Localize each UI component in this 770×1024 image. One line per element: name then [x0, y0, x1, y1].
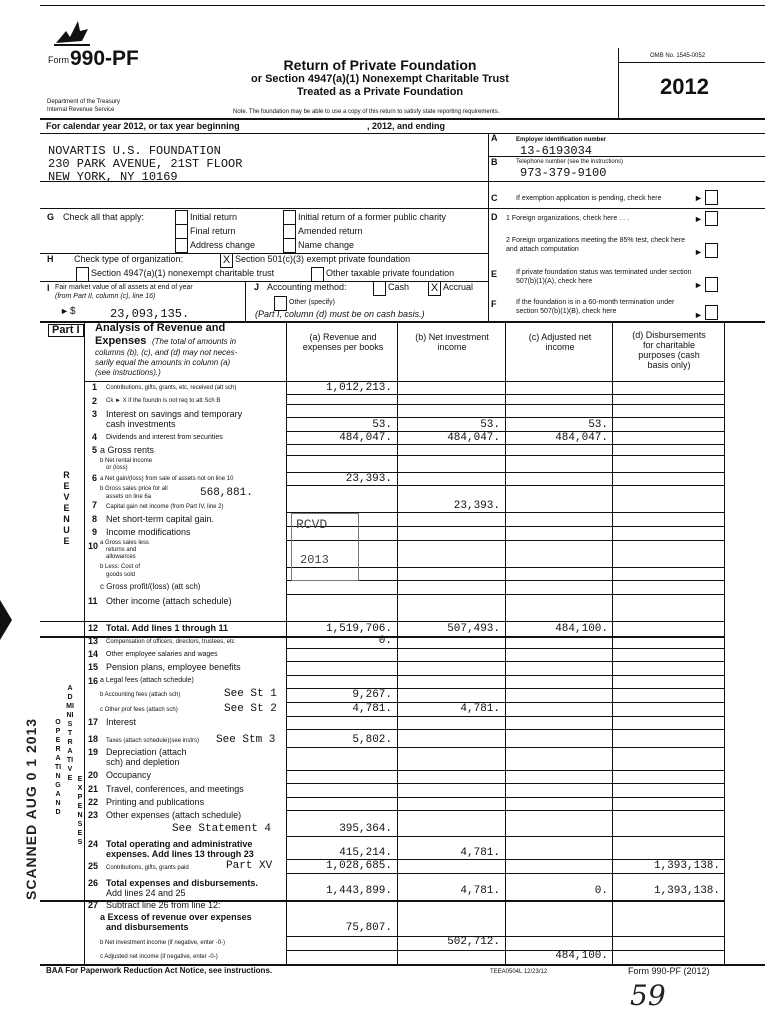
line13-desc: Compensation of officers, directors, trustees, etc — [106, 639, 235, 645]
line7-desc: Capital gain net income (from Part IV, line 2) — [106, 504, 224, 510]
other-taxable-checkbox[interactable] — [311, 267, 324, 282]
status-terminated-label: If private foundation status was terminated under section 507(b)(1)(A), check here — [516, 269, 692, 285]
amended-return-checkbox[interactable] — [283, 224, 296, 239]
org-name: NOVARTIS U.S. FOUNDATION — [48, 144, 221, 158]
line20-desc: Occupancy — [106, 770, 152, 780]
foreign-85-label: 2 Foreign organizations meeting the 85% test, check here and attach computation — [506, 237, 685, 253]
line26-col-a: 1,443,899. — [325, 885, 392, 897]
line16b-col-a: 9,267. — [352, 689, 392, 701]
ein-value: 13-6193034 — [520, 144, 593, 158]
org-address: 230 PARK AVENUE, 21ST FLOOR — [48, 157, 243, 171]
handwritten-page-number: 59 — [630, 979, 666, 1012]
line6a-desc: a Net gain/(loss) from sale of assets not on line 10 — [100, 476, 234, 482]
tax-year: 2012 — [660, 74, 709, 99]
line18-ref: See Stm 3 — [216, 734, 276, 746]
line24-desc: Total operating and administrative — [106, 839, 253, 849]
line9-desc: Income modifications — [106, 527, 191, 537]
line27b-desc: b Net investment income (if negative, enter -0-) — [100, 940, 226, 946]
line24-col-b: 4,781. — [460, 847, 500, 859]
line4-col-a: 484,047. — [339, 432, 392, 444]
line22-desc: Printing and publications — [106, 797, 205, 807]
line1-desc: Contributions, gifts, grants, etc, received (att sch) — [106, 385, 237, 391]
expenses-side-label: EXPENSES — [77, 776, 83, 846]
line7-col-b: 23,393. — [453, 500, 500, 512]
arrow-icon: ► — [694, 214, 703, 224]
line5a-desc: a Gross rents — [100, 445, 155, 455]
line5b-desc: b Net rental income — [100, 458, 153, 464]
status-terminated-checkbox[interactable] — [705, 277, 718, 292]
exemption-pending-label: If exemption application is pending, check here — [516, 195, 662, 202]
line25-ref: Part XV — [226, 860, 273, 872]
received-stamp — [291, 513, 359, 581]
line26-col-c: 0. — [594, 885, 608, 897]
line2-desc: Ck ► X if the foundn is not req to att Sch B — [106, 398, 221, 404]
address-change-checkbox[interactable] — [175, 238, 188, 253]
line26-col-d: 1,393,138. — [653, 885, 720, 897]
received-stamp-text: RCVD — [296, 517, 328, 532]
line23-desc: Other expenses (attach schedule) — [106, 810, 242, 820]
form-word: Form — [48, 55, 69, 65]
baa-notice: BAA For Paperwork Reduction Act Notice, see instructions. — [46, 966, 273, 975]
line26-desc: Total expenses and disbursements. — [106, 878, 258, 888]
line4-col-b: 484,047. — [447, 432, 500, 444]
line16c-col-a: 4,781. — [352, 703, 392, 715]
form-subtitle2: Treated as a Private Foundation — [296, 86, 464, 98]
line16c-col-b: 4,781. — [460, 703, 500, 715]
arrow-icon: ► — [694, 280, 703, 290]
section-501c3-checkbox[interactable]: X — [220, 253, 233, 268]
line12-col-a: 1,519,706. — [325, 623, 392, 635]
line18-col-a: 5,802. — [352, 734, 392, 746]
line6b-desc: b Gross sales price for all — [100, 486, 168, 492]
arrow-icon: ► — [694, 310, 703, 320]
scanned-stamp: SCANNED AUG 0 1 2013 — [23, 717, 39, 900]
right-column-border — [488, 133, 489, 321]
line27a-col-a: 75,807. — [345, 922, 392, 934]
line3-col-b: 53. — [480, 419, 500, 431]
line6b-value: 568,881. — [200, 487, 253, 499]
part1-title2: Expenses — [95, 335, 147, 347]
line14-desc: Other employee salaries and wages — [106, 651, 218, 658]
form-subtitle1: or Section 4947(a)(1) Nonexempt Charitable Trust — [251, 73, 509, 85]
line11-desc: Other income (attach schedule) — [106, 596, 232, 606]
line10b-desc: b Less: Cost of — [100, 564, 141, 570]
name-change-checkbox[interactable] — [283, 238, 296, 253]
i-label2: (from Part II, column (c), line 16) — [55, 293, 156, 300]
line16b-desc: b Accounting fees (attach sch) — [100, 692, 181, 698]
calendar-year-line: For calendar year 2012, or tax year beginning — [46, 121, 240, 131]
ein-label: Employer identification number — [516, 137, 607, 143]
line25-col-d: 1,393,138. — [653, 860, 720, 872]
line12-desc: Total. Add lines 1 through 11 — [106, 623, 229, 633]
termination-60mo-label: If the foundation is in a 60-month termination under section 507(b)(1)(B), check here — [516, 299, 675, 315]
foreign-org-label: 1 Foreign organizations, check here . . . — [506, 215, 629, 222]
part1-title1: Analysis of Revenue and — [95, 322, 226, 334]
section-4947-checkbox[interactable] — [76, 267, 89, 282]
arrow-icon: ► — [694, 193, 703, 203]
line18-desc: Taxes (attach schedule)(see instrs) — [106, 738, 200, 744]
line23-col-a: 395,364. — [339, 823, 392, 835]
operating-side-label: OPERATING AND — [54, 719, 62, 816]
line16c-ref: See St 2 — [224, 703, 277, 715]
accrual-method-checkbox[interactable]: X — [428, 281, 441, 296]
foreign-85-checkbox[interactable] — [705, 243, 718, 258]
line13-col-a: 0. — [378, 635, 392, 647]
dept-line2: Internal Revenue Service — [47, 107, 115, 113]
line27a-desc: a Excess of revenue over expenses — [100, 912, 252, 922]
top-rule — [40, 5, 765, 6]
arrow-icon: ► — [694, 247, 703, 257]
line15-desc: Pension plans, employee benefits — [106, 662, 241, 672]
i-label1: Fair market value of all assets at end of year — [55, 284, 193, 291]
initial-return-checkbox[interactable] — [175, 210, 188, 225]
line27c-col-c: 484,100. — [555, 950, 608, 962]
org-city: NEW YORK, NY 10169 — [48, 170, 178, 184]
line21-desc: Travel, conferences, and meetings — [106, 784, 244, 794]
cash-method-checkbox[interactable] — [373, 281, 386, 296]
line27-desc: Subtract line 26 from line 12: — [106, 900, 221, 910]
line26-col-b: 4,781. — [460, 885, 500, 897]
foreign-org-checkbox[interactable] — [705, 211, 718, 226]
eagle-logo-icon — [52, 17, 92, 47]
margin-arrow-icon — [0, 600, 14, 640]
line12-col-b: 507,493. — [447, 623, 500, 635]
part1-label: Part I — [48, 324, 84, 337]
phone-label: Telephone number (see the instructions) — [516, 159, 624, 165]
form-title: Return of Private Foundation — [283, 57, 477, 73]
line27c-desc: c Adjusted net income (if negative, enter -0-) — [100, 954, 218, 960]
termination-60mo-checkbox[interactable] — [705, 305, 718, 320]
phone-value: 973-379-9100 — [520, 166, 607, 180]
line1-col-a: 1,012,213. — [325, 382, 392, 394]
fmv-assets-value: 23,093,135. — [110, 307, 190, 321]
line3-desc: Interest on savings and temporary — [106, 409, 243, 419]
g-label: Check all that apply: — [63, 212, 145, 222]
line8-desc: Net short-term capital gain. — [106, 514, 215, 524]
dept-line1: Department of the Treasury — [47, 99, 121, 105]
line19-desc: Depreciation (attach — [106, 747, 187, 757]
line10c-desc: c Gross profit/(loss) (att sch) — [100, 582, 201, 591]
line4-desc: Dividends and interest from securities — [106, 434, 223, 441]
and-ending: , 2012, and ending — [367, 121, 446, 131]
form-footer-ref: Form 990-PF (2012) — [628, 966, 710, 976]
line16c-desc: c Other prof fees (attach sch) — [100, 707, 178, 713]
form-number: 990-PF — [70, 47, 139, 70]
line3-col-c: 53. — [588, 419, 608, 431]
line3-col-a: 53. — [372, 419, 392, 431]
line23-ref: See Statement 4 — [172, 823, 272, 835]
line10a-desc: a Gross sales less — [100, 540, 150, 546]
line12-col-c: 484,100. — [555, 623, 608, 635]
line17-desc: Interest — [106, 717, 137, 727]
administrative-side-label: ADMINISTRATIVE — [66, 685, 74, 782]
line16b-ref: See St 1 — [224, 688, 277, 700]
line27b-col-b: 502,712. — [447, 936, 500, 948]
line24-col-a: 415,214. — [339, 847, 392, 859]
year-box-border — [618, 48, 619, 118]
h-label: Check type of organization: — [74, 254, 184, 264]
form-note: Note. The foundation may be able to use a copy of this return to satisfy state reporting requirements. — [233, 109, 500, 115]
final-return-checkbox[interactable] — [175, 224, 188, 239]
line25-col-a: 1,028,685. — [325, 860, 392, 872]
line6a-col-a: 23,393. — [345, 473, 392, 485]
line4-col-c: 484,047. — [555, 432, 608, 444]
arrow-icon: ► — [60, 306, 69, 316]
form-code: TEEA0504L 12/23/12 — [490, 969, 548, 975]
line16a-desc: a Legal fees (attach schedule) — [100, 677, 194, 684]
j-label: Accounting method: — [267, 282, 347, 292]
omb-number: OMB No. 1545-0052 — [650, 53, 706, 59]
initial-former-charity-checkbox[interactable] — [283, 210, 296, 225]
cash-basis-note: (Part I, column (d) must be on cash basis.) — [255, 309, 425, 319]
line25-desc: Contributions, gifts, grants paid — [106, 865, 189, 871]
received-stamp-year: 2013 — [300, 553, 329, 567]
exemption-pending-checkbox[interactable] — [705, 190, 718, 205]
revenue-side-label: REVENUE — [63, 470, 70, 546]
